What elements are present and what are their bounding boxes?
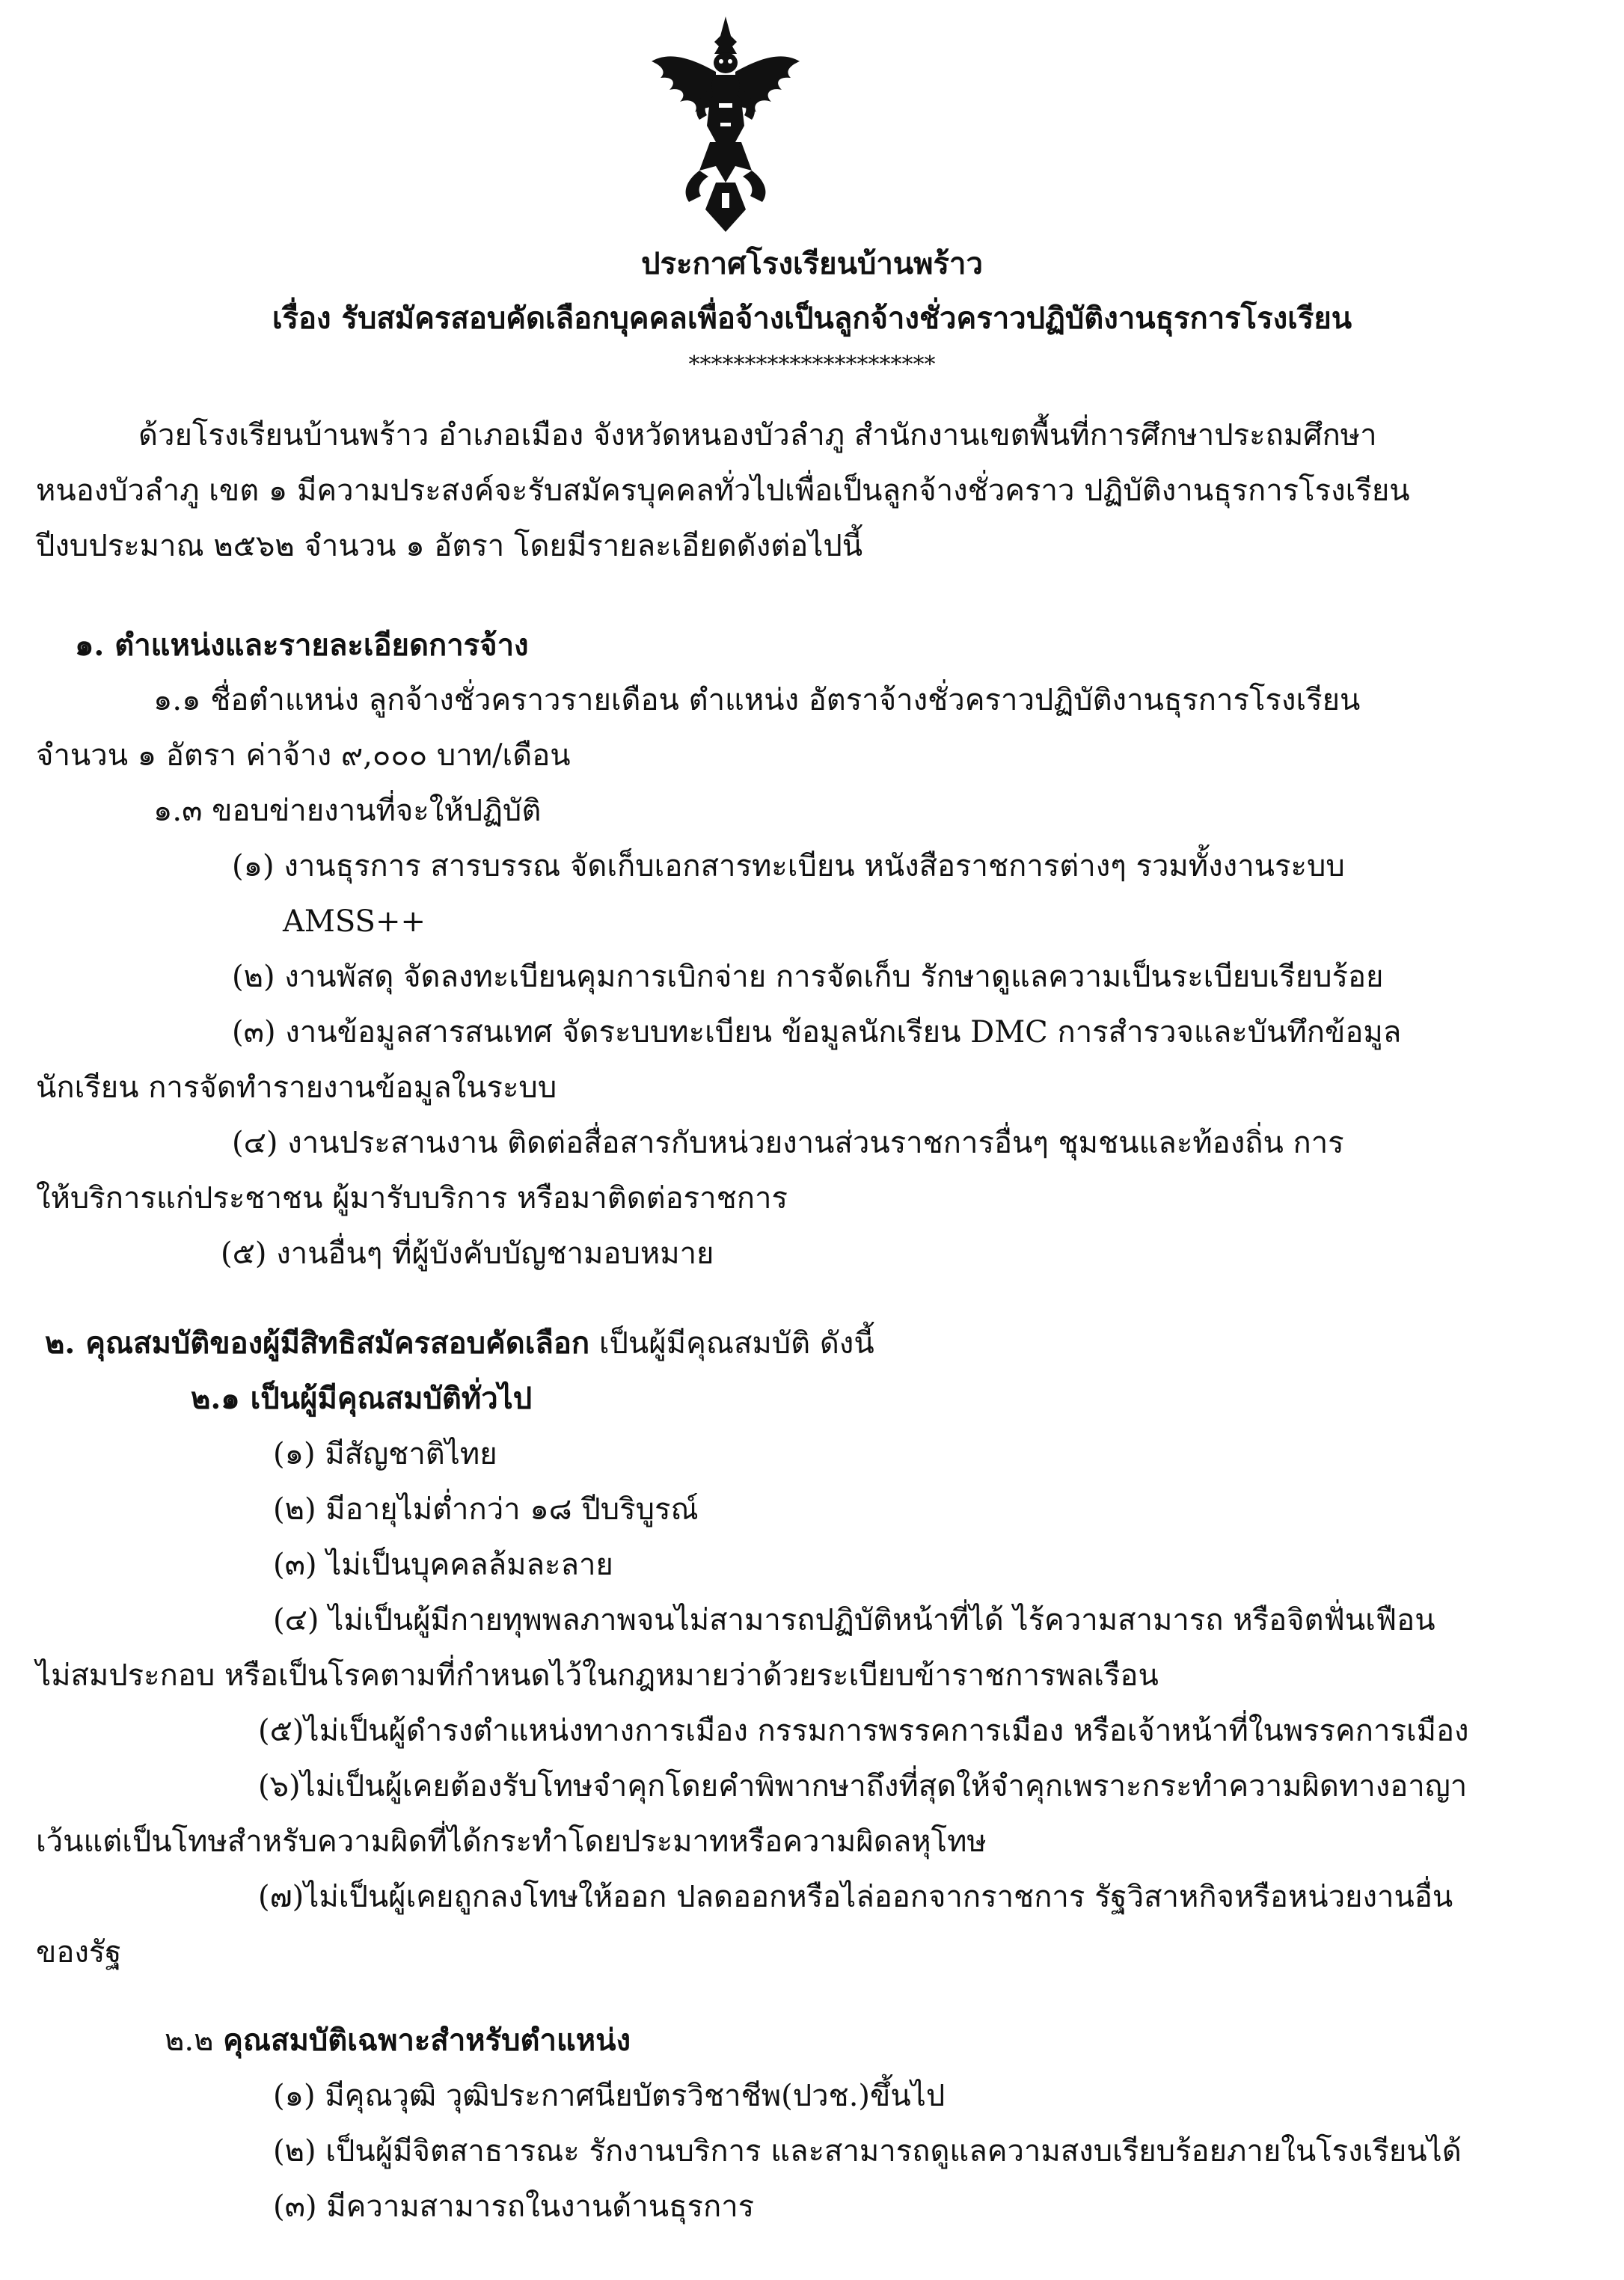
section1-line: (๓) งานข้อมูลสารสนเทศ จัดระบบทะเบียน ข้อมูลนักเรียน DMC การสำรวจและบันทึกข้อมูล <box>232 1015 1402 1049</box>
section2-line: ไม่สมประกอบ หรือเป็นโรคตามที่กำหนดไว้ในกฎหมายว่าด้วยระเบียบข้าราชการพลเรือน <box>36 1658 1159 1693</box>
announcement-subject: เรื่อง รับสมัครสอบคัดเลือกบุคคลเพื่อจ้างเป็นลูกจ้างชั่วคราวปฏิบัติงานธุรการโรงเรียน <box>272 301 1352 336</box>
section2-heading-bold: ๒. คุณสมบัติของผู้มีสิทธิสมัครสอบคัดเลือก <box>45 1326 590 1361</box>
garuda-emblem-icon <box>647 13 804 238</box>
section1-line: (๔) งานประสานงาน ติดต่อสื่อสารกับหน่วยงานส่วนราชการอื่นๆ ชุมชนและท้องถิ่น การ <box>232 1126 1344 1160</box>
section2-sub2-title: คุณสมบัติเฉพาะสำหรับตำแหน่ง <box>223 2023 631 2058</box>
section2-line: ของรัฐ <box>36 1935 122 1970</box>
section2-line: (๖)ไม่เป็นผู้เคยต้องรับโทษจำคุกโดยคำพิพากษาถึงที่สุดให้จำคุกเพราะกระทำความผิดทางอาญา <box>258 1769 1468 1804</box>
separator-stars: ********************** <box>688 352 936 378</box>
section2-line: (๕)ไม่เป็นผู้ดำรงตำแหน่งทางการเมือง กรรมการพรรคการเมือง หรือเจ้าหน้าที่ในพรรคการเมือง <box>258 1714 1469 1748</box>
section1-line: (๕) งานอื่นๆ ที่ผู้บังคับบัญชามอบหมาย <box>221 1236 714 1271</box>
intro-line-3: ปีงบประมาณ ๒๕๖๒ จำนวน ๑ อัตรา โดยมีรายละเอียดดังต่อไปนี้ <box>36 529 863 563</box>
intro-line-2: หนองบัวลำภู เขต ๑ มีความประสงค์จะรับสมัครบุคคลทั่วไปเพื่อเป็นลูกจ้างชั่วคราว ปฏิบัติงานธุรการโรงเรียน <box>36 474 1410 508</box>
section2-line: (๓) ไม่เป็นบุคคลล้มละลาย <box>273 1548 613 1582</box>
section2-line: (๔) ไม่เป็นผู้มีกายทุพพลภาพจนไม่สามารถปฏิบัติหน้าที่ได้ ไร้ความสามารถ หรือจิตฟั่นเฟือน <box>273 1603 1435 1637</box>
section1-line: ๑.๑ ชื่อตำแหน่ง ลูกจ้างชั่วคราวรายเดือน ตำแหน่ง อัตราจ้างชั่วคราวปฏิบัติงานธุรการโรงเรียน <box>153 683 1361 717</box>
section2-heading <box>45 1323 874 1364</box>
section1-line: ให้บริการแก่ประชาชน ผู้มารับบริการ หรือมาติดต่อราชการ <box>36 1181 788 1216</box>
section1-line: (๒) งานพัสดุ จัดลงทะเบียนคุมการเบิกจ่าย การจัดเก็บ รักษาดูแลความเป็นระเบียบเรียบร้อย <box>232 960 1384 994</box>
intro-line-1: ด้วยโรงเรียนบ้านพร้าว อำเภอเมือง จังหวัดหนองบัวลำภู สำนักงานเขตพื้นที่การศึกษาประถมศึกษา <box>138 418 1377 453</box>
section2-line: (๒) เป็นผู้มีจิตสาธารณะ รักงานบริการ และสามารถดูแลความสงบเรียบร้อยภายในโรงเรียนได้ <box>273 2134 1462 2169</box>
section2-sub1-heading: ๒.๑ เป็นผู้มีคุณสมบัติทั่วไป <box>191 1381 533 1416</box>
section2-line: (๑) มีสัญชาติไทย <box>273 1437 497 1471</box>
announcement-title: ประกาศโรงเรียนบ้านพร้าว <box>641 246 983 281</box>
section1-line: AMSS++ <box>283 904 426 939</box>
section1-heading: ๑. ตำแหน่งและรายละเอียดการจ้าง <box>75 628 529 663</box>
section1-line: (๑) งานธุรการ สารบรรณ จัดเก็บเอกสารทะเบียน หนังสือราชการต่างๆ รวมทั้งงานระบบ <box>232 849 1345 883</box>
section2-line: (๗)ไม่เป็นผู้เคยถูกลงโทษให้ออก ปลดออกหรือไล่ออกจากราชการ รัฐวิสาหกิจหรือหน่วยงานอื่น <box>258 1880 1453 1914</box>
section2-line: (๒) มีอายุไม่ต่ำกว่า ๑๘ ปีบริบูรณ์ <box>273 1492 699 1527</box>
section2-sub2-heading <box>165 2020 631 2062</box>
section1-line: จำนวน ๑ อัตรา ค่าจ้าง ๙,๐๐๐ บาท/เดือน <box>36 738 571 773</box>
section2-line: (๓) มีความสามารถในงานด้านธุรการ <box>273 2189 755 2224</box>
section2-line: เว้นแต่เป็นโทษสำหรับความผิดที่ได้กระทำโดยประมาทหรือความผิดลหุโทษ <box>36 1824 987 1859</box>
section2-sub2-number: ๒.๒ <box>165 2023 214 2058</box>
section2-heading-rest: เป็นผู้มีคุณสมบัติ ดังนี้ <box>589 1326 874 1361</box>
section2-line: (๑) มีคุณวุฒิ วุฒิประกาศนียบัตรวิชาชีพ(ปวช.)ขึ้นไป <box>273 2079 946 2113</box>
section1-line: ๑.๓ ขอบข่ายงานที่จะให้ปฏิบัติ <box>153 794 542 828</box>
section1-line: นักเรียน การจัดทำรายงานข้อมูลในระบบ <box>36 1070 557 1105</box>
